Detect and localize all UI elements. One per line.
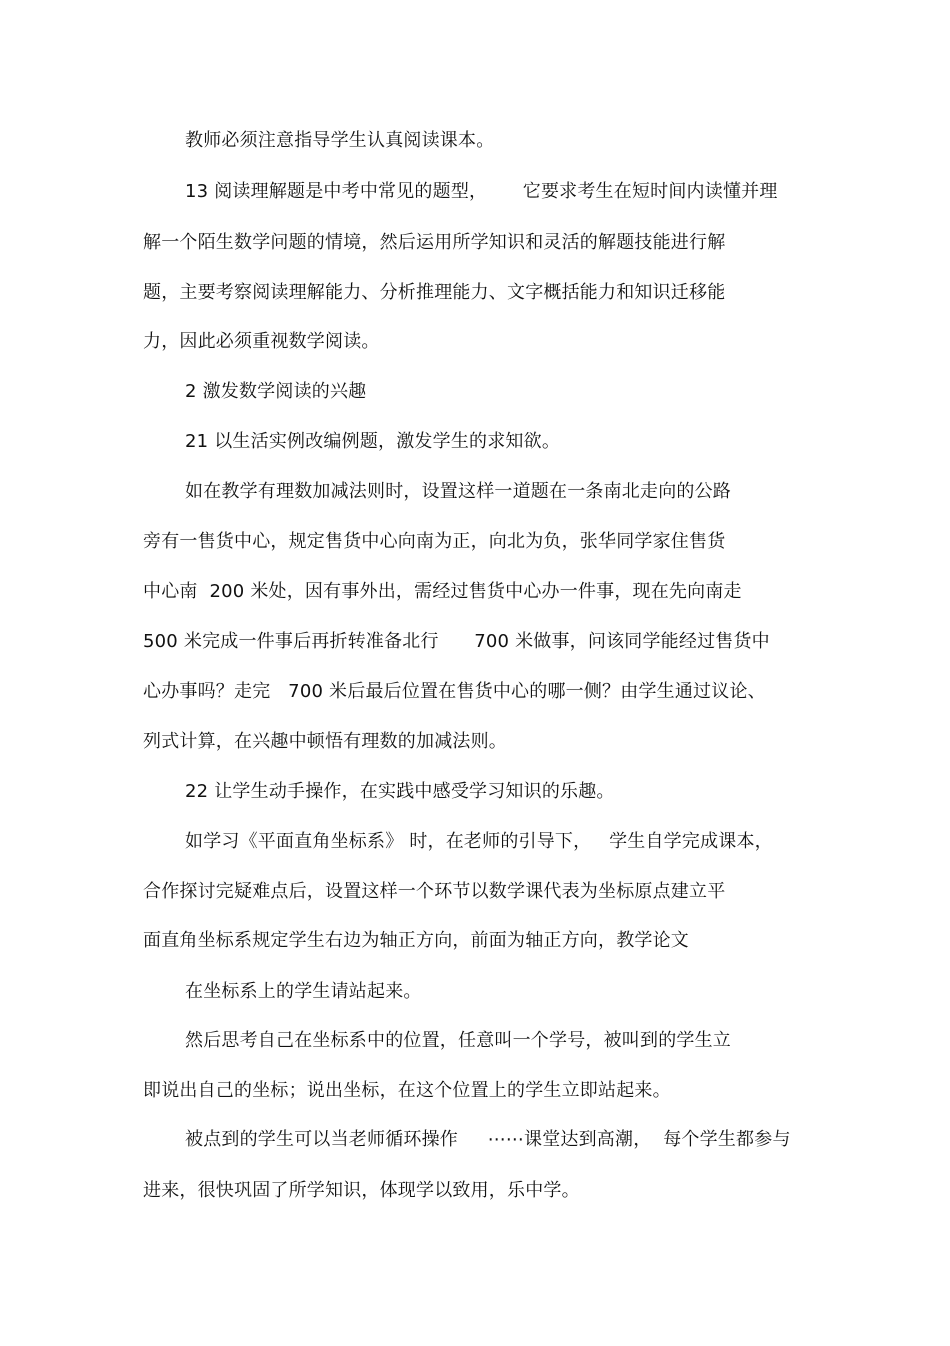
text-line: 列式计算，在兴趣中顿悟有理数的加减法则。: [143, 731, 507, 752]
text-line: 500 米完成一件事后再折转准备北行 700 米做事，问该同学能经过售货中: [143, 631, 770, 652]
text-line: 面直角坐标系规定学生右边为轴正方向，前面为轴正方向，教学论文: [143, 930, 689, 951]
text-line: 教师必须注意指导学生认真阅读课本。: [185, 130, 495, 151]
text-line: 被点到的学生可以当老师循环操作 ⋯⋯课堂达到高潮， 每个学生都参与: [185, 1129, 791, 1150]
text-line: 即说出自己的坐标；说出坐标，在这个位置上的学生立即站起来。: [143, 1080, 671, 1101]
text-line: 然后思考自己在坐标系中的位置，任意叫一个学号，被叫到的学生立: [185, 1030, 731, 1051]
text-line: 心办事吗？走完 700 米后最后位置在售货中心的哪一侧？由学生通过议论、: [143, 681, 766, 702]
text-line: 如在教学有理数加减法则时，设置这样一道题在一条南北走向的公路: [185, 481, 731, 502]
text-line: 题，主要考察阅读理解能力、分析推理能力、文字概括能力和知识迁移能: [143, 282, 726, 303]
text-line: 力，因此必须重视数学阅读。: [143, 331, 380, 352]
text-line: 解一个陌生数学问题的情境，然后运用所学知识和灵活的解题技能进行解: [143, 232, 726, 253]
text-line: 在坐标系上的学生请站起来。: [185, 981, 422, 1002]
text-line: 旁有一售货中心，规定售货中心向南为正，向北为负，张华同学家住售货: [143, 531, 726, 552]
subsection-heading: 21 以生活实例改编例题，激发学生的求知欲。: [185, 431, 561, 452]
text-line: 13 阅读理解题是中考中常见的题型， 它要求考生在短时间内读懂并理: [185, 181, 778, 202]
text-line: 中心南 200 米处，因有事外出，需经过售货中心办一件事，现在先向南走: [143, 581, 742, 602]
text-line: 如学习《平面直角坐标系》 时，在老师的引导下， 学生自学完成课本，: [185, 831, 773, 852]
text-line: 合作探讨完疑难点后，设置这样一个环节以数学课代表为坐标原点建立平: [143, 881, 726, 902]
subsection-heading: 22 让学生动手操作，在实践中感受学习知识的乐趣。: [185, 781, 615, 802]
text-line: 进来，很快巩固了所学知识，体现学以致用，乐中学。: [143, 1180, 580, 1201]
section-heading: 2 激发数学阅读的兴趣: [185, 381, 367, 402]
